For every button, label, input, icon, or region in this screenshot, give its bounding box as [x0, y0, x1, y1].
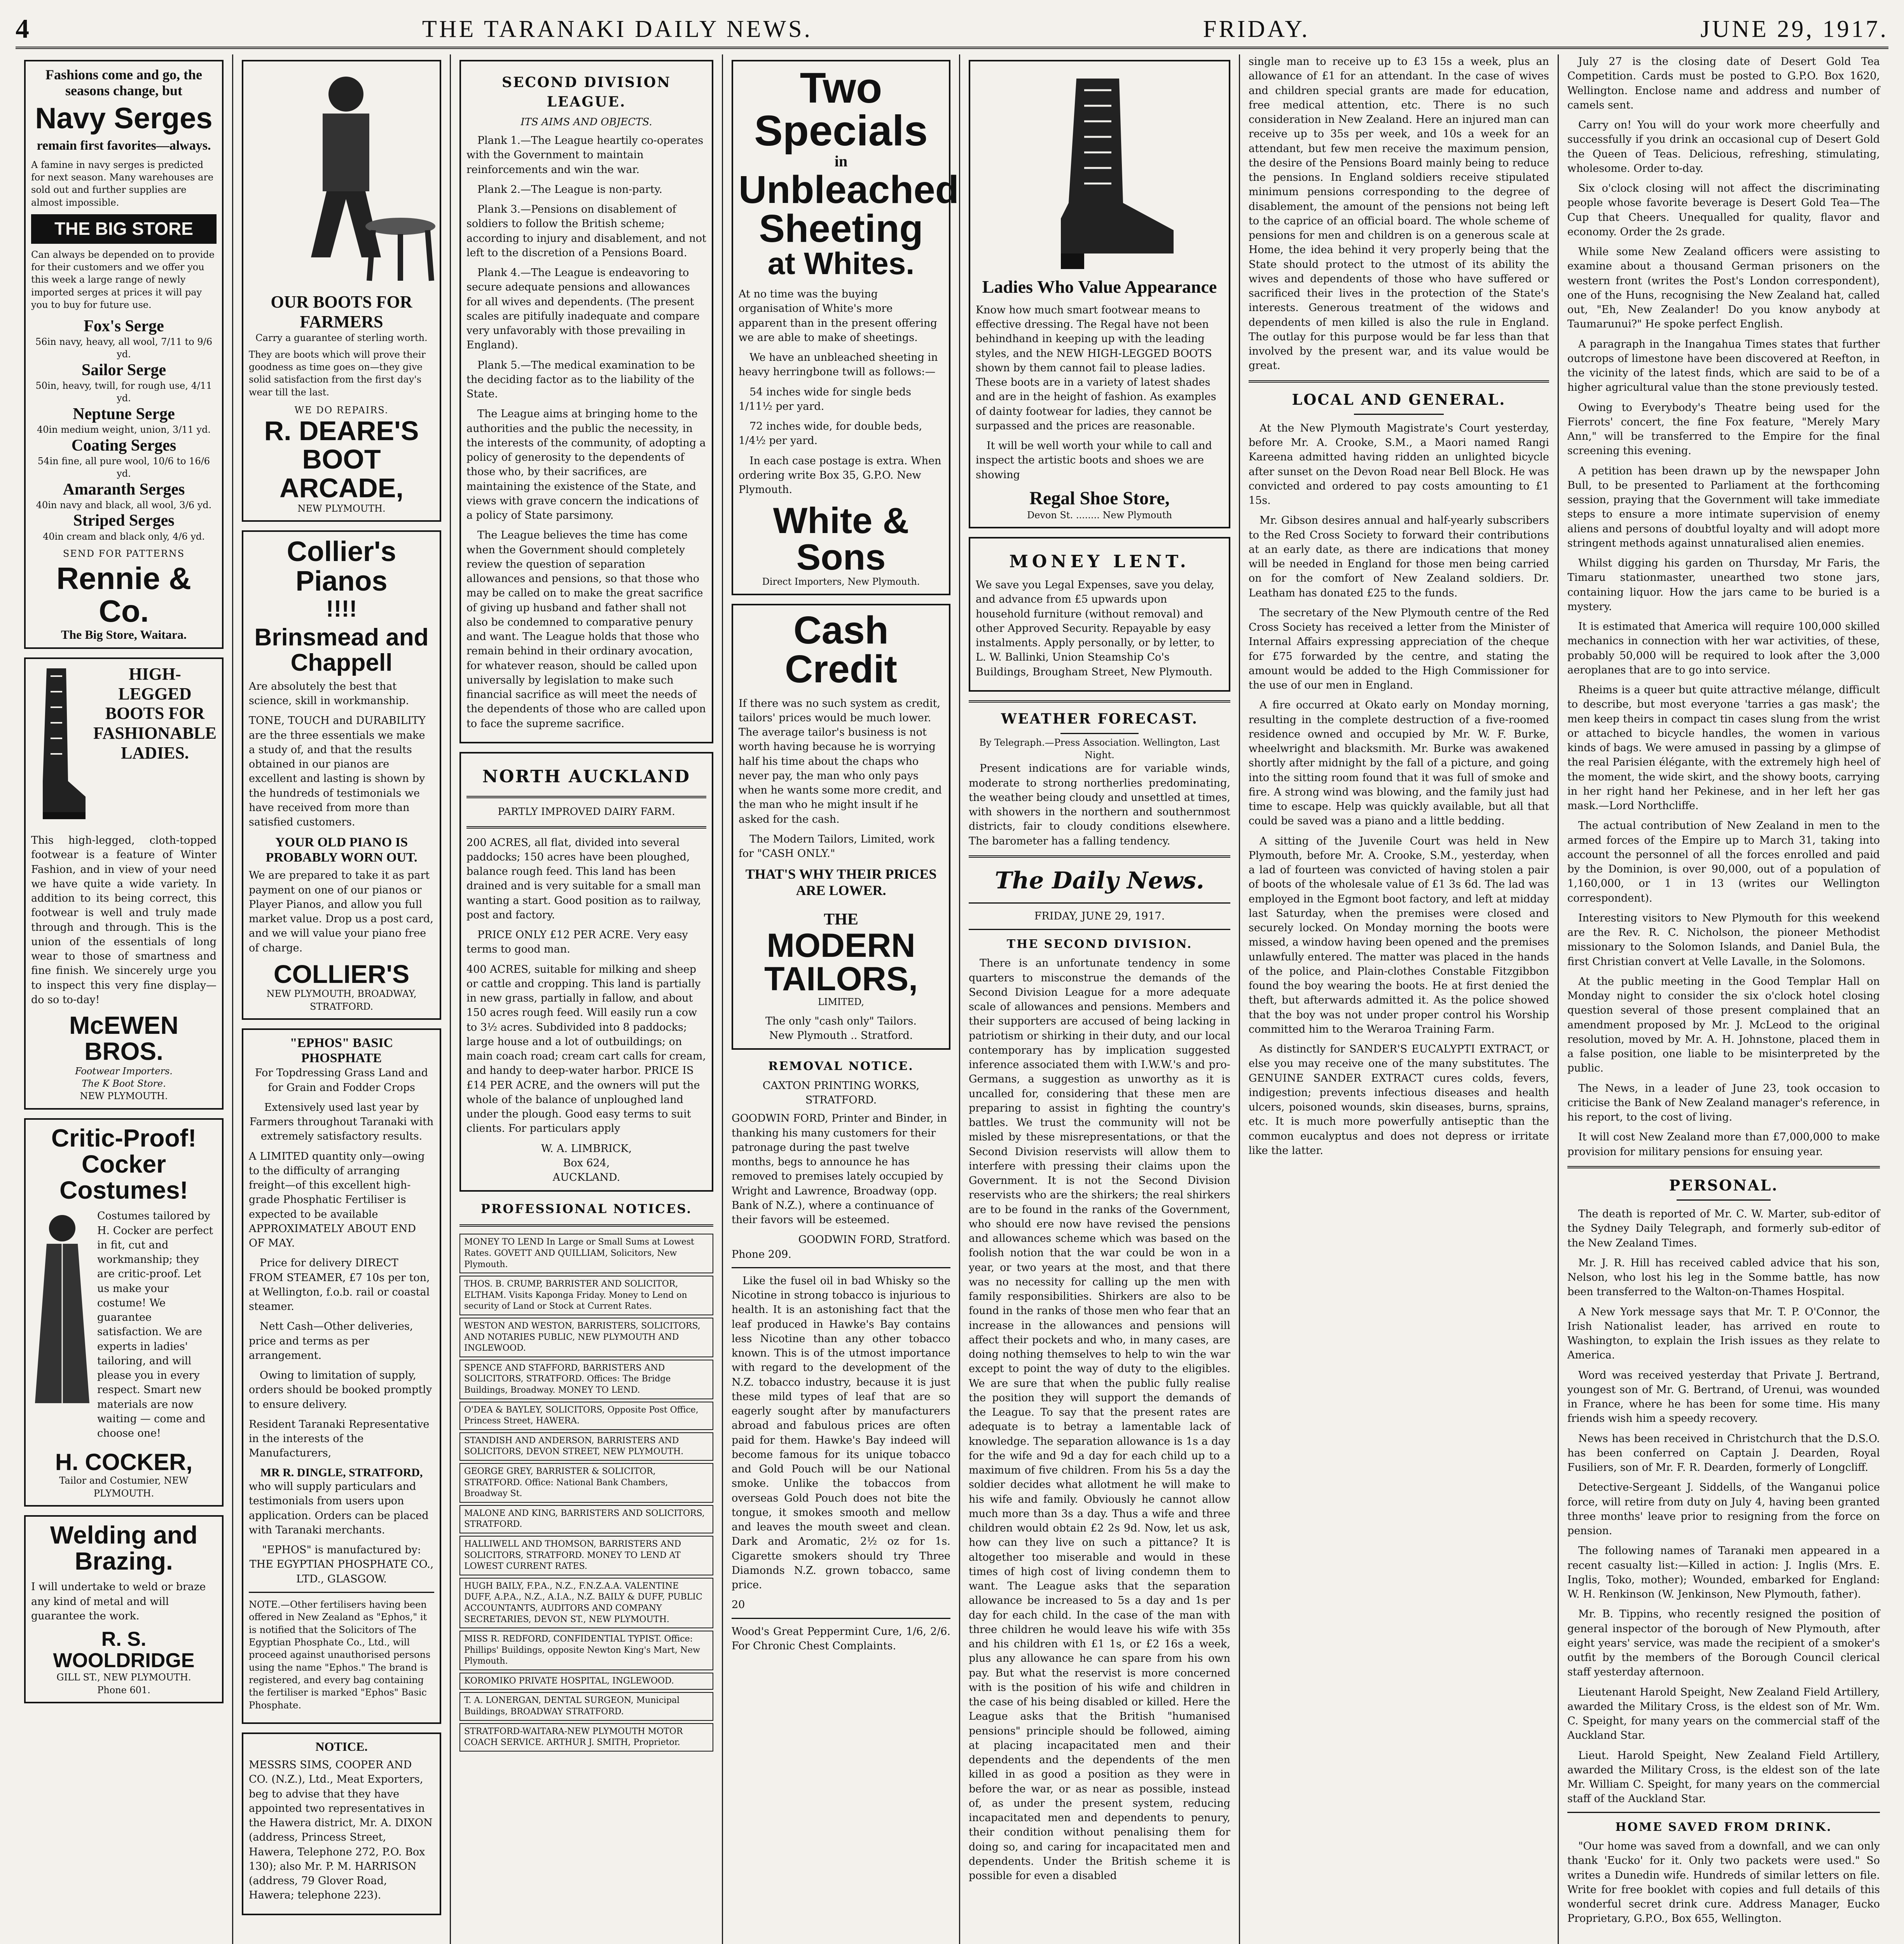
regal-shoe-ad: [969, 60, 1230, 528]
north-400: 400 ACRES, suitable for milking and sheep or cattle and cropping. This land is partially in new grass, partially in fallow, and about 150 acres rough feed. Will easily run a cow to 3½ acres. Subdivided into 8 paddocks; large house and a lot of outbuildings; on main coach road; cream cart calls for cream, and handy to deep-water harbor. PRICE IS £14 PER ACRE, and the owners will put the whole of the balance of unploughed land under the plough. Good easy terms to suit clients. For particulars apply: [466, 963, 706, 1135]
news-item: A petition has been drawn up by the newspaper John Bull, to be presented to Parliament at the forthcoming session, praying that the Government will take immediate steps to ensure a more intimate supervision of enemy aliens and persons of doubtful loyalty and will adopt more stringent methods against unnaturalised alien enemies.: [1567, 465, 1880, 549]
serge-item: Fox's Serge 56in navy, heavy, all wool, 7/11 to 9/6 yd.: [35, 317, 212, 360]
prof-notice: MALONE AND KING, BARRISTERS AND SOLICITORS, STRATFORD.: [459, 1505, 713, 1533]
boots-body: This high-legged, cloth-topped footwear is a feature of Winter Fashion, and in view of your need we have quite a wide variety. In addition to its being correct, this footwear is well and truly made through and through. This is the union of the essentials of long wear to those of smartness and fine finish. We sincerely urge you to inspect this very fine display—do so to-day!: [31, 834, 217, 1006]
home-body: "Our home was saved from a downfall, and we can only thank 'Eucko' for it. Only two packets were used." So writes a Dunedin wife. Hundreds of similar letters on file. Write for free booklet with copies and full details of this wonderful secret drink cure. Address Manager, Eucko Proprietary, G.P.O., Box 655, Wellington.: [1567, 1840, 1880, 1925]
farmer-on-stool-icon: [249, 71, 443, 288]
brinsmead-title: Brinsmead and Chappell: [254, 624, 429, 676]
personal-item: Lieut. Harold Speight, New Zealand Field Artillery, awarded the Military Cross, is the eldest son of the late Mr. William C. Speight, for many years on the commercial staff of the Auckland Star.: [1567, 1749, 1880, 1805]
removal-title: REMOVAL NOTICE.: [768, 1059, 914, 1073]
ephos-limit: Owing to limitation of supply, orders should be booked promptly to ensure delivery.: [249, 1369, 432, 1411]
serge-item: Sailor Serge 50in, heavy, twill, for rough use, 4/11 yd.: [35, 361, 212, 404]
specials-p1: At no time was the buying organisation of White's more apparent than in the present offering we are able to make of sheetings.: [739, 288, 937, 344]
sims-cooper-notice: [242, 1732, 441, 1915]
brinsmead-body: Are absolutely the best that science, skill in workmanship.: [249, 680, 409, 707]
prof-notice: GEORGE GREY, BARRISTER & SOLICITOR, STRATFORD. Office: National Bank Chambers, Broadway St.: [459, 1463, 713, 1503]
prof-notice: O'DEA & BAYLEY, SOLICITORS, Opposite Post Office, Princess Street, HAWERA.: [459, 1402, 713, 1430]
ephos-limited: A LIMITED quantity only—owing to the difficulty of arranging freight—of this excellent high-grade Phosphatic Fertiliser is expected to be available APPROXIMATELY ABOUT END OF MAY.: [249, 1150, 425, 1249]
local-item: As distinctly for SANDER'S EUCALYPTI EXTRACT, or else you may receive one of the many substitutes. The GENUINE SANDER EXTRACT cures colds, fevers, indigestion; prevents infectious diseases and health ulcers, poisoned wounds, skin diseases, burns, sprains, etc. It is much more powerfully antiseptic than the common eucalyptus and does not depress or irritate like the latter.: [1249, 1043, 1549, 1157]
paper-date: FRIDAY, JUNE 29, 1917.: [1034, 910, 1165, 922]
league-para-1: The League aims at bringing home to the authorities and the public the necessity, in the interests of the community, of adopting a policy of generosity to the dependents of those who, by their sacrifices, are maintaining the existence of the State, and views with grave concern the indications of a policy of State parsimony.: [466, 408, 706, 522]
ephos-ad: [242, 1028, 441, 1724]
ladies-body: Know how much smart footwear means to effective dressing. The Regal have not been behindhand in keeping up with the leading styles, and the NEW HIGH-LEGGED BOOTS shown by them cannot fail to please ladies. These boots are in a variety of latest shades and are in the height of fashion. As examples of dainty footwear for ladies, they cannot be surpassed and the prices are reasonable.: [976, 304, 1216, 432]
news-item: At the public meeting in the Good Templar Hall on Monday night to consider the six o'clock hotel closing question several of those present complained that an amendment proposed by Mr. J. McLeod to the original resolution, moved by Mr. A. H. Johnstone, placed them in a false position, one liable to be misinterpreted by the public.: [1567, 975, 1880, 1075]
big-store-body: Can always be depended on to provide for their customers and we offer you this week a large range of newly imported serges at prices it will pay you to buy for future use.: [31, 249, 215, 311]
weather-sub: By Telegraph.—Press Association. Wellington, Last Night.: [979, 737, 1220, 760]
ephos-cash: Nett Cash—Other deliveries, price and terms as per arrangement.: [249, 1320, 413, 1362]
personal-item: A New York message says that Mr. T. P. O'Connor, the Irish Nationalist leader, has arrived en route to Washington, to explain the Irish issues as they relate to America.: [1567, 1306, 1880, 1362]
cash-p2: The Modern Tailors, Limited, work for "CASH ONLY.": [739, 833, 935, 860]
news-item: July 27 is the closing date of Desert Gold Tea Competition. Cards must be posted to G.P.O. Box 1620, Wellington. Enclose name and address and number of camels sent.: [1567, 56, 1880, 111]
unbleached-title: Unbleached Sheeting: [739, 168, 959, 250]
mcewen-name: McEWEN BROS.: [69, 1011, 178, 1066]
boots-for-farmers-ad: [242, 60, 441, 522]
north-auckland-ad: [459, 752, 713, 1192]
prof-title: PROFESSIONAL NOTICES.: [480, 1201, 692, 1217]
notice-title: NOTICE.: [315, 1739, 368, 1754]
ephos-rep: Resident Taranaki Representative in the interests of the Manufacturers,: [249, 1418, 430, 1460]
removal-body: GOODWIN FORD, Printer and Binder, in thanking his many customers for their patronage during the past twelve months, begs to announce he has removed to premises lately occupied by Wright and Lawrence, Broadway (opp. Bank of N.Z.), where a continuance of their favors will be esteemed.: [732, 1112, 947, 1226]
mcewen-sub-1: Footwear Importers.: [75, 1065, 173, 1077]
old-piano-title: YOUR OLD PIANO IS PROBABLY WORN OUT.: [266, 835, 417, 865]
boots-farmers-body: They are boots which will prove their goodness as time goes on—they give solid satisfaction from the first day's wear till the last.: [249, 349, 426, 398]
rennie-name: Rennie & Co.: [56, 561, 191, 629]
news-item: Owing to Everybody's Theatre being used for the Fierrots' concert, the fine Fox feature, "Merely Mary Ann," will be transferred to the Empire for the final screening this evening.: [1567, 401, 1880, 457]
tone-body: TONE, TOUCH and DURABILITY are the three essentials we make a study of, and that the results obtained in our pianos are excellent and lasting is shown by the hundreds of testimonials we have received from more than satisfied customers.: [249, 715, 426, 829]
news-item: The actual contribution of New Zealand in men to the armed forces of the Empire up to March 31, taking into account the personnel of all the forces enrolled and paid by the Dominion, is over 90,000, out of a population of 1,160,000, or 1 in 13 (writes our Wellington correspondent).: [1567, 820, 1880, 904]
modern-addr: New Plymouth .. Stratford.: [769, 1030, 913, 1042]
prof-notice: T. A. LONERGAN, DENTAL SURGEON, Municipal Buildings, BROADWAY STRATFORD.: [459, 1692, 713, 1720]
big-store-label: THE BIG STORE: [31, 214, 217, 243]
repairs-label: WE DO REPAIRS.: [294, 405, 389, 416]
colliers-bang: !!!!: [326, 595, 357, 622]
send-patterns: SEND FOR PATTERNS: [63, 548, 185, 559]
serge-item: Striped Serges 40in cream and black only, 4/6 yd.: [43, 512, 205, 542]
cocker-name: H. COCKER,: [55, 1449, 193, 1475]
masthead: [16, 12, 1888, 49]
two-specials-title: Two Specials: [754, 64, 928, 155]
personal-item: News has been received in Christchurch that the D.S.O. has been conferred on Captain J. Dearden, Royal Fusiliers, son of Mr. F. R. Dearden, formerly of Longcliff.: [1567, 1432, 1880, 1474]
critic-proof-ad: [24, 1118, 224, 1507]
serge-item: Neptune Serge 40in medium weight, union, 3/11 yd.: [37, 405, 211, 435]
paper-title: The Daily News.: [995, 867, 1204, 894]
mcewen-sub-2: The K Boot Store.: [82, 1078, 166, 1089]
navy-sub: remain first favorites—always.: [37, 138, 211, 153]
serge-item: Amaranth Serges 40in navy and black, all wool, 3/6 yd.: [36, 480, 212, 510]
prof-notice: MISS R. REDFORD, CONFIDENTIAL TYPIST. Office: Phillips' Buildings, opposite Newton King's Mart, New Plymouth.: [459, 1631, 713, 1670]
news-item: A paragraph in the Inangahua Times states that further outcrops of limestone have been discovered at Reefton, in the vicinity of the latest finds, which are said to be of a higher agricultural value than the stone previously tested.: [1567, 338, 1880, 394]
old-piano-body: We are prepared to take it as part payment on one of our pianos or Player Pianos, and allow you full market value. Drop us a post card, and we will value your piano free of charge.: [249, 869, 433, 954]
modern-the: THE: [824, 911, 858, 929]
high-legged-boots-ad: [24, 657, 224, 1110]
ephos-title: "EPHOS" BASIC PHOSPHATE: [290, 1036, 393, 1066]
prof-notice: WESTON AND WESTON, BARRISTERS, SOLICITORS, AND NOTARIES PUBLIC, NEW PLYMOUTH AND INGLEWOOD.: [459, 1318, 713, 1357]
colliers-name: COLLIER'S: [273, 959, 410, 988]
limbrick-name: W. A. LIMBRICK,: [541, 1142, 632, 1155]
limbrick-box: Box 624,: [563, 1157, 610, 1169]
money-title: MONEY LENT.: [1009, 552, 1190, 572]
colliers-title: Collier's Pianos: [286, 536, 397, 597]
news-item: While some New Zealand officers were assisting to examine about a thousand German prisoners on the western front (writes the Post's London correspondent), one of the Huns, recognising the New Zealand hat, called out, "Eh, New Zealander! Do you know anybody at Taumarunui?" He spoke perfect English.: [1567, 246, 1880, 330]
white-sons-name: White & Sons: [773, 500, 909, 578]
ephos-price: Price for delivery DIRECT FROM STEAMER, £7 10s per ton, at Wellington, f.o.b. rail or coastal steamer.: [249, 1257, 430, 1313]
ephos-note: NOTE.—Other fertilisers having been offered in New Zealand as "Ephos," it is notified that the Solicitors of The Egyptian Phosphate Co., Ltd., will proceed against unauthorised persons using the name "Ephos." The brand is registered, and every bag containing the fertiliser is marked "Ephos" Basic Phosphate.: [249, 1599, 431, 1711]
ephos-for: For Topdressing Grass Land and for Grain and Fodder Crops: [255, 1067, 428, 1094]
news-item: Carry on! You will do your work more cheerfully and successfully if you drink an occasional cup of Desert Gold the Queen of Teas. Delicious, refreshing, stimulating, wholesome. Order to-day.: [1567, 119, 1880, 175]
personal-item: Mr. B. Tippins, who recently resigned the position of general inspector of the borough of New Plymouth, after eight years' service, was made the recipient of a smoker's outfit by the members of the Borough Council clerical staff yesterday afternoon.: [1567, 1608, 1880, 1678]
wooldridge-sub: GILL ST., NEW PLYMOUTH.: [56, 1672, 191, 1683]
prof-notice: STRATFORD-WAITARA-NEW PLYMOUTH MOTOR COACH SERVICE. ARTHUR J. SMITH, Proprietor.: [459, 1723, 713, 1752]
column-6: [1240, 54, 1559, 1944]
column-1: [16, 54, 233, 1944]
removal-sub: CAXTON PRINTING WORKS, STRATFORD.: [762, 1079, 920, 1106]
ladies-p2: It will be well worth your while to call and inspect the artistic boots and shoes we are showing: [976, 440, 1212, 481]
colliers-pianos-ad: [242, 530, 441, 1020]
tobacco-body: Like the fusel oil in bad Whisky so the Nicotine in strong tobacco is injurious to health. It is an astonishing fact that the leaf produced in Hawke's Bay contains less Nicotine than any other tobacco known. This is of the utmost importance with regard to the development of the N.Z. tobacco industry, because it is just these mild types of leaf that are so eagerly sought after by manufacturers abroad and fabulous prices are often paid for them. Hawke's Bay indeed will become famous for its unique tobacco and Gold Pouch will be our National smoke. Unlike the tobaccos from overseas Gold Pouch does not bite the tongue, it smokes smooth and mellow and leaves the mouth sweet and clean. Dark and Aromatic, 2½ oz for 1s. Cigarette smokers should try Three Diamonds N.Z. grown tobacco, same price.: [732, 1274, 950, 1591]
modern-title: MODERN TAILORS,: [764, 927, 918, 998]
weather-body: Present indications are for variable winds, moderate to strong northerlies predominating, the weather being cloudy and unsettled at times, with showers in the northern and southernmost districts, fair to cloudy conditions elsewhere. The barometer has a falling tendency.: [969, 762, 1230, 847]
prof-notice: HUGH BAILY, F.P.A., N.Z., F.N.Z.A.A. VALENTINE DUFF, A.P.A., N.Z., A.I.A., N.Z. BAILY & DUFF, PUBLIC ACCOUNTANTS, AUDITORS AND COMPANY SECRETARIES, DEVON ST., NEW PLYMOUTH.: [459, 1578, 713, 1628]
regal-sub: Devon St. ........ New Plymouth: [1027, 510, 1172, 521]
welding-title: Welding and Brazing.: [50, 1521, 198, 1575]
personal-item: Detective-Sergeant J. Siddells, of the Wanganui police force, will retire from duty on July 4, having been granted three months' leave prior to resigning from the force on pension.: [1567, 1481, 1880, 1537]
ladies-title: Ladies Who Value Appearance: [982, 277, 1217, 297]
north-200: 200 ACRES, all flat, divided into several paddocks; 150 acres have been ploughed, balance rough feed. This land has been drained and is very suitable for a small man wanting a start. Good position as to railway, post and factory.: [466, 836, 701, 921]
prof-notice: THOS. B. CRUMP, BARRISTER AND SOLICITOR, ELTHAM. Visits Kaponga Friday. Money to Lend on security of Land or Stock at Current Rates.: [459, 1276, 713, 1315]
cash-credit-ad: [732, 604, 950, 1050]
cash-p3: THAT'S WHY THEIR PRICES ARE LOWER.: [745, 866, 937, 898]
two-specials-in: in: [834, 152, 848, 170]
news-item: The News, in a leader of June 23, took occasion to criticise the Bank of New Zealand manager's reference, in his report, to the cost of living.: [1567, 1082, 1880, 1123]
prof-notice: SPENCE AND STAFFORD, BARRISTERS AND SOLICITORS, STRATFORD. Offices: The Bridge Buildings, Broadway. MONEY TO LEND.: [459, 1360, 713, 1399]
news-item: Interesting visitors to New Plymouth for this weekend are the Rev. R. C. Nicholson, the pioneer Methodist missionary to the Solomon Islands, and Daniel Bula, the first Christian convert at Velle Lavalle, in the Solomons.: [1567, 912, 1880, 968]
masthead-day: FRIDAY.: [1203, 16, 1310, 42]
modern-only: The only "cash only" Tailors.: [765, 1015, 917, 1027]
mcewen-sub-3: NEW PLYMOUTH.: [80, 1091, 168, 1102]
dingle-body: who will supply particulars and testimonials from users upon application. Orders can be placed with Taranaki merchants.: [249, 1481, 429, 1536]
league-plank: Plank 5.—The medical examination to be the deciding factor as to the liability of the State.: [466, 359, 695, 400]
cash-body: If there was no such system as credit, tailors' prices would be much lower. The average tailor's business is not worth having because he is worrying half his time about the chaps who never pay, the man who only pays when he wants some more credit, and the man who he might insult if he asked for the cash.: [739, 697, 942, 825]
local-item: At the New Plymouth Magistrate's Court yesterday, before Mr. A. Crooke, S.M., a Maori named Rangi Kareena admitted having ridden an unlighted bicycle after sunset on the Devon Road near Bell Block. He was convicted and ordered to pay costs amounting to £1 15s.: [1249, 422, 1549, 507]
wooldridge-name: R. S. WOOLDRIDGE: [53, 1628, 195, 1672]
column-2: [233, 54, 451, 1944]
personal-item: Mr. J. R. Hill has received cabled advice that his son, Nelson, who lost his leg in the Somme battle, has now been transferred to the Walton-on-Thames Hospital.: [1567, 1257, 1880, 1298]
cash-credit-title: Cash Credit: [785, 608, 897, 691]
prof-notice: HALLIWELL AND THOMSON, BARRISTERS AND SOLICITORS, STRATFORD. MONEY TO LEND AT LOWEST CURRENT RATES.: [459, 1536, 713, 1575]
weather-forecast: [969, 710, 1230, 848]
home-title: HOME SAVED FROM DRINK.: [1615, 1820, 1832, 1834]
news-item: It is estimated that America will require 100,000 skilled mechanics in connection with her war activities, of these, probably 50,000 will be required to look after the 3,000 aeroplanes that are to go into service.: [1567, 621, 1880, 676]
masthead-date: JUNE 29, 1917.: [1700, 16, 1888, 42]
personal-item: Lieutenant Harold Speight, New Zealand Field Artillery, awarded the Military Cross, is the eldest son of Mr. Wm. C. Speight, for many years on the commercial staff of the Auckland Star.: [1567, 1686, 1880, 1742]
news-item: Whilst digging his garden on Thursday, Mr Faris, the Timaru stationmaster, unearthed two stone jars, containing liquor. How the jars came to be buried is a mystery.: [1567, 557, 1880, 613]
wooldridge-phone: Phone 601.: [97, 1684, 150, 1696]
page-number: 4: [16, 14, 31, 44]
ephos-used: Extensively used last year by Farmers throughout Taranaki with extremely satisfactory results.: [249, 1101, 434, 1143]
welding-ad: [24, 1515, 224, 1703]
navy-serges-ad: [24, 60, 224, 649]
ladies-boot-icon: [1018, 71, 1181, 273]
navy-title: Navy Serges: [35, 101, 213, 135]
boots-farmers-title: OUR BOOTS FOR FARMERS: [271, 292, 412, 331]
white-sub: Direct Importers, New Plymouth.: [762, 576, 920, 587]
personal-item: Word was received yesterday that Private J. Bertrand, youngest son of Mr. G. Bertrand, of Urenui, was wounded in France, where he has been for some time. His many friends wish him a speedy recovery.: [1567, 1369, 1880, 1425]
prof-notice: KOROMIKO PRIVATE HOSPITAL, INGLEWOOD.: [459, 1673, 713, 1690]
limbrick-city: AUCKLAND.: [552, 1171, 620, 1184]
boot-illustration-icon: [31, 664, 89, 828]
dingle-name: MR R. DINGLE, STRATFORD,: [260, 1466, 423, 1479]
specials-54: 54 inches wide for single beds 1/11½ per yard.: [739, 386, 911, 413]
professional-notices: [459, 1200, 713, 1752]
specials-p2: We have an unbleached sheeting in heavy herringbone twill as follows:—: [739, 351, 938, 378]
league-plank: Plank 1.—The League heartily co-operates with the Government to maintain reinforcements and win the war.: [466, 135, 704, 176]
league-plank: Plank 4.—The League is endeavoring to secure adequate pensions and allowances for all wives and dependents. (The present scales are pitifully inadequate and compare very unfavorably with those prevailing in England).: [466, 267, 700, 351]
boots-farmers-sub: Carry a guarantee of sterling worth.: [255, 332, 428, 344]
personal-title: PERSONAL.: [1669, 1176, 1778, 1194]
local-item: A fire occurred at Okato early on Monday morning, resulting in the complete destruction of a five-roomed residence owned and occupied by Mr. W. F. Burke, wheelwright and blacksmith. Mr. Burke was awakened shortly after midnight by the fall of a picture, and going into the sitting room found that it was full of smoke and fire. A strong wind was blowing, and the family just had time to escape. Help was quickly available, but all that could be saved was a piano and a little bedding.: [1249, 699, 1549, 827]
removal-notice: [732, 1058, 950, 1261]
removal-sign: GOODWIN FORD, Stratford.: [798, 1234, 950, 1246]
league-sub: ITS AIMS AND OBJECTS.: [521, 116, 652, 128]
column-3: [451, 54, 723, 1944]
league-title: SECOND DIVISION LEAGUE.: [501, 74, 671, 110]
deare-name: R. DEARE'S BOOT ARCADE,: [264, 415, 419, 503]
costume-figure-icon: [31, 1209, 93, 1411]
second-division-league-ad: [459, 60, 713, 743]
league-plank: Plank 2.—The League is non-party.: [477, 183, 662, 196]
ephos-manufactured: "EPHOS" is manufactured by: THE EGYPTIAN PHOSPHATE CO., LTD., GLASGOW.: [249, 1544, 434, 1585]
local-item: A sitting of the Juvenile Court was held in New Plymouth, before Mr. A. Crooke, S.M., yesterday, when a lad of fourteen was convicted of having stolen a pair of boots of the wholesale value of £1 3s 6d. The lad was employed in the Egmont boot factory, and left at midday last Saturday, when the premises were closed and securely locked. On Monday morning the boots were missed, a window having been opened and the premises unlawfully entered. The matter was placed in the hands of the police, and Plain-clothes Constable Fitzgibbon found the boy wearing the boots. He at first denied the theft, but afterwards admitted it. As the police showed that the boy was not under proper control his Worship committed him to the Weraroa Training Farm.: [1249, 835, 1549, 1035]
weather-title: WEATHER FORECAST.: [1001, 710, 1198, 727]
tobacco-num: 20: [732, 1599, 745, 1611]
critic-body: Costumes tailored by H. Cocker are perfect in fit, cut and workmanship; they are critic-proof. Let us make your costume! We guarantee satisfaction. We are experts in ladies' tailoring, and will please you in every respect. Smart new materials are now waiting — come and choose one!: [97, 1210, 213, 1439]
column-7: [1559, 54, 1888, 1944]
specials-cash: In each case postage is extra. When ordering write Box 35, G.P.O. New Plymouth.: [739, 455, 942, 496]
regal-name: Regal Shoe Store,: [1029, 488, 1170, 509]
editorial-continued: single man to receive up to £3 15s a week, plus an allowance of £1 for an attendant. In the case of wives and children special grants are made for education, free medical attention, etc. There is no such consideration in New Zealand. Here an injured man can receive up to 35s per week, and 10s a week for an attendant, but few men receive the maximum pension, the desire of the Pensions Board mainly being to reduce the pensions. In England soldiers receive stipulated minimum pensions corresponding to the degree of disablement, the amount of the pensions not being left to the caprice of an official board. The whole scheme of pensions for men and children is on a generous scale at Home, the idea behind it very properly being that the State should protect to the utmost of its ability the wives and dependents of those who have suffered or sacrificed their lives in the protection of the State's interests. Generous treatment of the widows and dependents of men killed is also the rule in England. The outlay for this purpose would be far less than that involved by the present war, and its value would be great.: [1249, 56, 1549, 372]
sd-body: There is an unfortunate tendency in some quarters to misconstrue the demands of the Second Division League for a more adequate scale of allowances and pensions. Members and their supporters are accused of being lacking in patriotism or shirking in their duty, and our local contemporary has by implication suggested inference associated them with I.W.W.'s and pro-Germans, a suggestion as unworthy as it is uncalled for, considering that these men are preparing to assist in fighting the country's battles. We trust the community will not be misled by these misrepresentations, or that the Second Division reservists will allow them to interfere with pressing their claims upon the Government. It is not the Second Division reservists who are the shirkers; the real shirkers are to be found in the ranks of the Government, who should ere now have revised the pensions and allowances scheme which was based on the foolish notion that the war could be won in a year, or two years at the most, and that there was no necessity for calling up the men with family responsibilities. Shirkers are also to be found in the ranks of those men who fear that an increase in the allowances and pensions will affect their pockets and who, in many cases, are doing nothing themselves to help to win the war except to point the way of duty to the eligibles. We are sure that when the public fully realise the position they will support the demands of the League. To say that the present rates are adequate is to betray a lamentable lack of knowledge. The separation allowance is 1s a day for the wife and 9d a day for each child up to a maximum of five children. From his 5s a day the soldier decides what allotment he will make to his wife and family. Obviously he cannot allow much more than 3s a day. Thus a wife and three children would obtain £2 2s 9d. Now, let us ask, how can they live on such a pittance? It is altogether too miserable and would in these times of high cost of living condemn them to want. The League asks that the separation allowance be increased to 5s a day and 1s per day for each child. In the case of the man with three children he would leave his wife with 35s and his children with £1 1s, or £2 16s a week, plus any allowance he can spare from his own pay. But what the reservist is more concerned with is the position of his wife and children in the case of his being disabled or killed. Here the League asks that the British "humanised pensions" principle should be followed, aiming at placing incapacitated men and their dependents and the dependents of the men killed in as good a position as they were in before the war, or as near as possible, instead of, as under the present system, reducing incapacitated men and dependents to penury, their condition without penalising them for doing so, and caring for incapacitated men and dependents. Under the British scheme it is possible for even a disabled: [969, 957, 1230, 1882]
news-item: Six o'clock closing will not affect the discriminating people whose favorite beverage is Desert Gold Tea—The Cup that Cheers. Unequalled for quality, flavor and economy. Order the 2s grade.: [1567, 182, 1880, 238]
local-item: Mr. Gibson desires annual and half-yearly subscribers to the Red Cross Society to forward their contributions at an early date, as there are indications that money will be needed in England for those men being carried on for the comfort of New Zealand soldiers. Dr. Leatham has donated £25 to the funds.: [1249, 514, 1549, 599]
prof-notice: MONEY TO LEND In Large or Small Sums at Lowest Rates. GOVETT AND QUILLIAM, Solicitors, New Plymouth.: [459, 1234, 713, 1273]
woods-ad: Wood's Great Peppermint Cure, 1/6, 2/6. For Chronic Chest Complaints.: [732, 1625, 950, 1652]
news-item: Rheims is a queer but quite attractive mélange, difficult to describe, but most everyone 'tarries a gas mask'; the men keep theirs in compact tin cases slung from the wrist or attached to bicycle handles, the women in various kinds of bags. We were amused in passing by a glimpse of the real Parisien élégante, with the extremely high heel of the moment, the wide skirt, and the showy boots, carrying in her right hand her Pekinese, and in her left her gas mask.—Lord Northcliffe.: [1567, 684, 1880, 812]
serge-list: [31, 317, 217, 543]
boots-title: HIGH-LEGGED BOOTS FOR FASHIONABLE LADIES.: [93, 664, 217, 762]
column-4: [723, 54, 960, 1944]
league-plank: Plank 3.—Pensions on disablement of soldiers to follow the British scheme; according to injury and disablement, and not left to the discretion of a Pensions Board.: [466, 203, 706, 259]
welding-body: I will undertake to weld or braze any kind of metal and will guarantee the work.: [31, 1581, 206, 1622]
two-specials-ad: [732, 60, 959, 595]
north-200-price: PRICE ONLY £12 PER ACRE. Very easy terms to good man.: [466, 929, 688, 956]
local-title: LOCAL AND GENERAL.: [1292, 390, 1506, 408]
prof-notice: STANDISH AND ANDERSON, BARRISTERS AND SOLICITORS, DEVON STREET, NEW PLYMOUTH.: [459, 1432, 713, 1461]
serge-item: Coating Serges 54in fine, all pure wool, 10/6 to 16/6 yd.: [37, 436, 210, 479]
north-sub: PARTLY IMPROVED DAIRY FARM.: [498, 806, 675, 818]
news-item: It will cost New Zealand more than £7,000,000 to make provision for military pensions for ensuing year.: [1567, 1131, 1880, 1158]
removal-phone: Phone 209.: [732, 1248, 791, 1260]
personal-item: The following names of Taranaki men appeared in a recent casualty list:—Killed in action: J. Inglis (Mrs. E. Inglis, Toko, mother); Wounded, embarked for England: W. H. Renkinson (W. Jenkinson, New Plymouth, father).: [1567, 1545, 1880, 1601]
sd-title: THE SECOND DIVISION.: [1006, 937, 1193, 951]
deare-sub: NEW PLYMOUTH.: [297, 503, 386, 514]
rennie-sub: The Big Store, Waitara.: [61, 628, 187, 642]
critic-title: Critic-Proof! Cocker Costumes!: [51, 1124, 197, 1205]
cocker-sub: Tailor and Costumier, NEW PLYMOUTH.: [59, 1475, 189, 1499]
north-title: NORTH AUCKLAND: [482, 766, 691, 787]
at-whites: at Whites.: [767, 246, 915, 281]
navy-intro: Fashions come and go, the seasons change, but: [45, 67, 203, 99]
personal-item: The death is reported of Mr. C. W. Marter, sub-editor of the Sydney Daily Telegraph, and formerly sub-editor of the New Zealand Times.: [1567, 1208, 1880, 1249]
specials-72: 72 inches wide, for double beds, 1/4½ per yard.: [739, 420, 922, 447]
modern-ltd: LIMITED,: [817, 996, 864, 1008]
league-para-2: The League believes the time has come when the Government should completely review the question of separation allowances and pensions, so that those who may be called on to make the great sacrifice of giving up husband and father shall not also be condemned to comparative penury and want. The League holds that those who remain behind in their ordinary avocation, for whatever reason, should be called upon universally by legislation to make such financial sacrifice as will meet the needs of the dependents of those who are called upon to face the supreme sacrifice.: [466, 529, 706, 730]
navy-body: A famine in navy serges is predicted for next season. Many warehouses are sold out and further supplies are almost impossible.: [31, 159, 214, 208]
local-item: The secretary of the New Plymouth centre of the Red Cross Society has received a letter from the Minister of Internal Affairs expressing appreciation of the cheque for £75 forwarded by the centre, and stating the amount would be added to the High Commissioner for the use of our men in England.: [1249, 607, 1549, 692]
money-lent-ad: [969, 537, 1230, 691]
notice-body: MESSRS SIMS, COOPER AND CO. (N.Z.), Ltd., Meat Exporters, beg to advise that they have appointed two representatives in the Hawera district, Mr. A. DIXON (address, Princess Street, Hawera, Telephone 272, P.O. Box 130); also Mr. P. M. HARRISON (address, 79 Glover Road, Hawera; telephone 223).: [249, 1759, 433, 1902]
masthead-title: THE TARANAKI DAILY NEWS.: [422, 16, 813, 42]
colliers-addr: NEW PLYMOUTH, BROADWAY, STRATFORD.: [266, 988, 417, 1012]
money-body: We save you Legal Expenses, save you delay, and advance from £5 upwards upon household furniture (without removal) and other Approved Security. Repayable by easy instalments. Apply personally, or by letter, to L. W. Ballinki, Union Steamship Co's Buildings, Brougham Street, New Plymouth.: [976, 579, 1215, 678]
column-5: [960, 54, 1240, 1944]
